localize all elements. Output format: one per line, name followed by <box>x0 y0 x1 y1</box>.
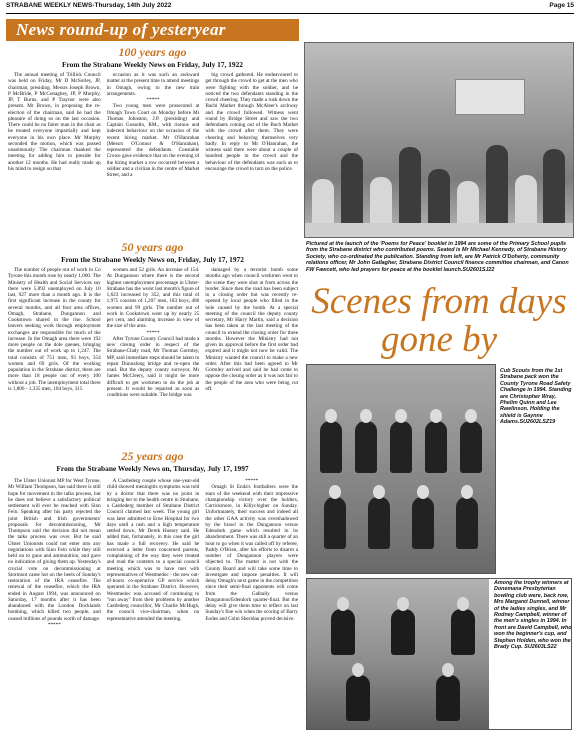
photo-group <box>309 137 569 227</box>
article-column <box>205 478 298 732</box>
photo-caption: Cub Scouts from the 1st Strabane pack won the County Tyrone Road Safety Challenge in 1994. Standing are Christopher Wray, Phelim Quinn and Lee Rawlinson. Holding the shield is Gaynne Adams.SU2602LSZ19 <box>500 368 572 426</box>
masthead-publication: STRABANE WEEKLY NEWS-Thursday, 14th July 2022 <box>6 2 172 9</box>
photo-caption: Pictured at the launch of the 'Poems for Peace' booklet in 1994 are some of the Primary School pupils from the Strabane district who contributed poems. Seated is Mr Michael Kennedy, of Strabane History Society, who co-ordinated the publication. Standing from left, are Mr Patrick O'Doherty, community relations officer, Mr John Gallagher, Strabane District Council finance committee chairman, and Canon FW Fawcett, who led prayers for peace at the booklet launch.SU2601SJ22 <box>306 241 569 273</box>
article-paragraph: occasion as it was such an awkward matter at the present time to attend meetings in Omagh, owing to the new train arrangements. <box>106 72 200 97</box>
photo-display-board <box>455 79 525 115</box>
article-column <box>8 478 101 732</box>
article-paragraph: Omagh St Enda's footballers were the stars of the weekend with their impressive championship victory over the holders, Carrickmore, in Killyclogher on Sunday. Unfortunately, their success and indeed all the other GAA activity was overshadowed by the brawl in the Dungannon versus Edendork game which resulted in its abandonment. There was still a quarter of an hour to go when it was called off by referee, Paddy O'Brien, after his efforts to disarm a number of Dungannon players were objected to. The matter is not with the County Board and will take some time to investigate and impose penalties. It will delay Omagh's next game in the competition since their semi-final opponents will come from the Galbally versus Dungannon/Edendork quarter-final. But the delay will give them time to reflect on last Sunday's fine win when the scoring of Barry Eodes and Colm Sheridan proved decisive. <box>205 484 299 622</box>
article-separator: ***** <box>146 329 160 336</box>
photo-cub-scouts <box>306 364 496 574</box>
article-column <box>205 72 298 240</box>
article-paragraph: The Ulster Unionist MP for West Tyrone, Mr William Thompson, has said there is still hope for movement in the talks process, but he does not believe a satisfactory political settlement will ever be reached with Sinn Fein. Speaking after his party rejected the joint British and Irish governments' proposals for decommissioning, Mr Thompson said the decision did not mean the talks process was over. But he said Ulster Unionists could not enter into any negotiations with Sinn Fein while they still held on to guns and ammunition, and gave no indication of giving them up. Yesterday's crucial vote on decommissioning at Stormont came hot on the heels of Sunday's restoration of the IRA ceasefire. The renewal of the ceasefire, which the IRA ended in August 1994, was announced on Saturday, 17 months after it has been abandoned with the London Docklands bombing, which killed two people, and caused millions of pounds worth of damage. <box>8 478 101 622</box>
era-heading-100: 100 years ago <box>118 45 187 59</box>
article-paragraph: The annual meeting of Trillick Council was held on Friday, Mr D McSorley, JP, chairman, presiding. Messrs Joseph Brown, P McBride, P McConaghey, JP, P Murphy, JP, T Burns, and P Traynor were also present. Mr Brown, in proposing the re-election of the chairman, said he had the pleasure of doing so on the last occasion. There could be no fairer man in the chair as he treated everyone impartially and kept everyone in his own place. Mr Murphy seconded the motion, which was passed unanimously. The chairman thanked the meeting for adding him to preside for another 12 months. He had really made up his mind to resign on that <box>8 72 101 172</box>
article-column <box>107 267 200 447</box>
section-banner: News round-up of yesteryear <box>6 19 299 41</box>
article-columns-1972 <box>8 267 298 447</box>
article-columns-1922 <box>8 72 298 240</box>
article-paragraph: After Tyrone County Council had made a new closing order in respect of the Strabane-Clady road, Mr Thomas Gormley, MP, said immediate steps should be taken to repair Dunnalong bridge and re-open the road. But the deputy county surveyor, Mr James McCleery, said it might be more difficult to get workmen to do the job at present. It would be repaired as soon as conditions were suitable. The bridge was <box>106 335 200 398</box>
era-heading-25: 25 years ago <box>121 449 184 463</box>
article-column <box>8 72 101 240</box>
scenes-title: Scenes from days gone by <box>311 281 567 360</box>
article-separator: ***** <box>146 97 160 103</box>
article-column <box>8 267 101 447</box>
photo-poems-for-peace-launch <box>304 42 574 238</box>
article-paragraph: The number of people out of work in Co Tyrone this month rose by nearly 1,000. The Ministry of Health and Social Services say there were 5,892 unemployed on July 10 last, 927 more than a month ago. It is the first significant increase in the county for several months, and all four area offices, Omagh, Strabane, Dungannon and Cookstown shared in the rise. School leavers seeking work through employment exchanges are responsible for much of the increase. In the Omagh area there were 192 more people on the dole queues, bringing the number out of work up to 1,247. The total consists of 751 men, 93 boys, 354 women and 69 girls. Of the working population in the Strabane district, there are more than 18 people out of every 100 without a job. The unemployment total there is 1,806 - 1,335 men, 104 boys, 315 <box>8 267 101 392</box>
article-columns-1997 <box>8 478 298 732</box>
article-paragraph: women and 52 girls. An increase of 154. At Dungannon where there is the second highest unemployment percentage in Ulster-Strabane has the worst last month's figure of 1,623 increased by 352, and this total of 1,975 consists of 1,207 men, 183 boys, 486 women and 99 girls. The number out of work in Cookstown went up by nearly 25 per cent, and alarming increase in view of the size of the area. <box>106 267 200 330</box>
article-paragraph: big crowd gathered. He endeavoured to get through the crowd to get at the men who were fighting with the soldier, and he noticed the two defendants standing in the crowd cheering. They made a rush down the Bachi Market through McAleer's archway and the crowd followed. Witness went round by Bridge Street and saw the two defendants coming out of the Bach Market with the crowd after them. They were cheering and behaving themselves very badly. In reply to Mr O'Hanrahan, the witness said there were about a couple of hundred people in the crowd and the behaviour of the defendants was such as to encourage the crowd to turn on the police. <box>205 72 299 172</box>
source-line-1922: From the Strabane Weekly News on Friday, July 17, 1922 <box>61 60 243 69</box>
masthead-page-number: Page 15 <box>549 2 574 9</box>
masthead <box>6 2 574 14</box>
article-paragraph: Two young men were prosecuted at Omagh Town Court on Monday before Mr Thomas Johnston, J.P. (presiding) and Captain Gosselin, RM., with riotous and indecent behaviour on the occasion of the recent hiring market. Mr O'Hanrahan (Messrs O'Connor & O'Hanrahan), represented the defendants. Constable Crowe gave evidence that on the evening of the hiring market a row occurred between a soldier and a civilian in the centre of Market Street, and a <box>106 103 200 178</box>
photo-caption: Among the trophy winners at Donemana Presbyterian bowling club were, back row, Mrs Margaret Dunnell, winner of the ladies singles, and Mr Rodney Campbell, winner of the men's singles in 1994. In front are David Campbell, who won the beginner's cup, and Stephen Holden, who won the Brady Cup. SU2603LS22 <box>494 580 572 651</box>
era-heading-50: 50 years ago <box>121 240 184 254</box>
article-separator: ***** <box>245 478 259 484</box>
article-column <box>205 267 298 447</box>
article-column <box>107 72 200 240</box>
source-line-1997: From the Strabane Weekly News on, Thursday, July 17, 1997 <box>56 464 249 473</box>
article-paragraph: A Castlederg couple whose one-year-old child showed meningitis symptoms was told by a doctor that there was no point in bringing her to the health centre in Strabane, a Castlederg member of Strabane District Council claimed last week. The young girl was later admitted to Erne Hospital for two days until a rash and a high temperature settled down, Mr Derek Hussey said. He added that, fortunately, in this case the girl has made a full recovery. He said he received a letter from concerned parents, complaining of the way they were treated and read the contents to a special council meeting which was to have met with representatives of Westmedoc - the new out-of-hours co-operative GP service which operated in the Strabane District. However, Westmedoc was accused of continuing to "run away" from their problems by another Castlederg councillor, Mr Charlie McHugh, the council vice-chairman, when no representative attended the meeting. <box>106 478 200 622</box>
article-paragraph: damaged by a terrorist bomb some months ago when council workmen went to the scene they were shot at from across the border. Since then the road has been subject to a closing order but was recently re-opened by local people who filled in the hole caused by the bomb. At a special meeting of the council the deputy county secretary, Mr Harry Martin, said a decision has been taken at the last meeting of the council to extend the closing order for three months. However the Ministry had not given its approval before the first order had expired and it might not now be valid. The Ministry wanted the council to make a new order. After this had been agreed to Mr Gormley arrived and said he had come to oppose the closing order as it was not fair to the people of the area who were being cut off. <box>205 267 299 392</box>
article-separator: ***** <box>47 621 61 628</box>
article-column <box>107 478 200 732</box>
source-line-1972: From the Strabane Weekly News on, Friday, July 17, 1972 <box>61 255 244 264</box>
